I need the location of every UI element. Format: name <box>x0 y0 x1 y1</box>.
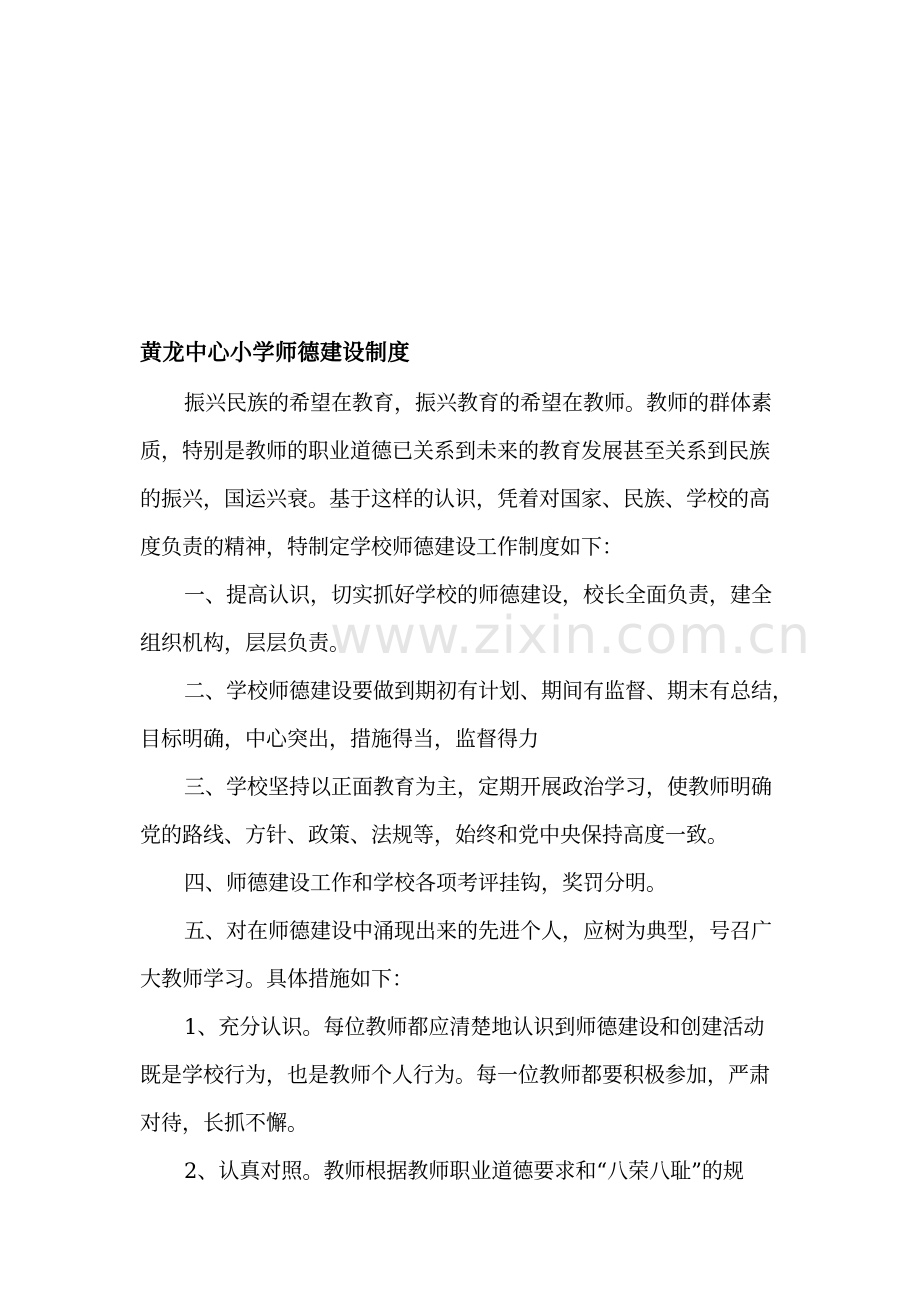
paragraph-line: 五、对在师德建设中涌现出来的先进个人，应树为典型，号召广 <box>184 919 772 943</box>
paragraph-line: 2、认真对照。教师根据教师职业道德要求和“八荣八耻”的规 <box>184 1159 744 1183</box>
paragraph-line: 三、学校坚持以正面教育为主，定期开展政治学习，使教师明确 <box>184 775 772 799</box>
paragraph-line: 党的路线、方针、政策、法规等，始终和党中央保持高度一致。 <box>140 823 728 847</box>
paragraph-line: 四、师德建设工作和学校各项考评挂钩，奖罚分明。 <box>184 871 667 895</box>
paragraph-line: 质，特别是教师的职业道德已关系到未来的教育发展甚至关系到民族 <box>140 439 770 463</box>
paragraph-line: 组织机构，层层负责。 <box>140 631 350 655</box>
document-title: 黄龙中心小学师德建设制度 <box>140 340 411 366</box>
watermark: www.zixin.com.cn <box>330 606 811 666</box>
paragraph-line: 振兴民族的希望在教育，振兴教育的希望在教师。教师的群体素 <box>184 391 772 415</box>
paragraph-line: 一、提高认识，切实抓好学校的师德建设，校长全面负责，建全 <box>184 583 772 607</box>
paragraph-line: 对待，长抓不懈。 <box>140 1111 308 1135</box>
paragraph-line: 度负责的精神，特制定学校师德建设工作制度如下： <box>140 535 623 559</box>
paragraph-line: 1、充分认识。每位教师都应清楚地认识到师德建设和创建活动 <box>184 1015 765 1039</box>
paragraph-line: 大教师学习。具体措施如下： <box>140 967 413 991</box>
paragraph-line: 既是学校行为，也是教师个人行为。每一位教师都要积极参加，严肃 <box>140 1063 770 1087</box>
paragraph-line: 目标明确，中心突出，措施得当，监督得力 <box>140 727 539 751</box>
paragraph-line: 二、学校师德建设要做到期初有计划、期间有监督、期末有总结， <box>184 679 793 703</box>
paragraph-line: 的振兴，国运兴衰。基于这样的认识，凭着对国家、民族、学校的高 <box>140 487 770 511</box>
